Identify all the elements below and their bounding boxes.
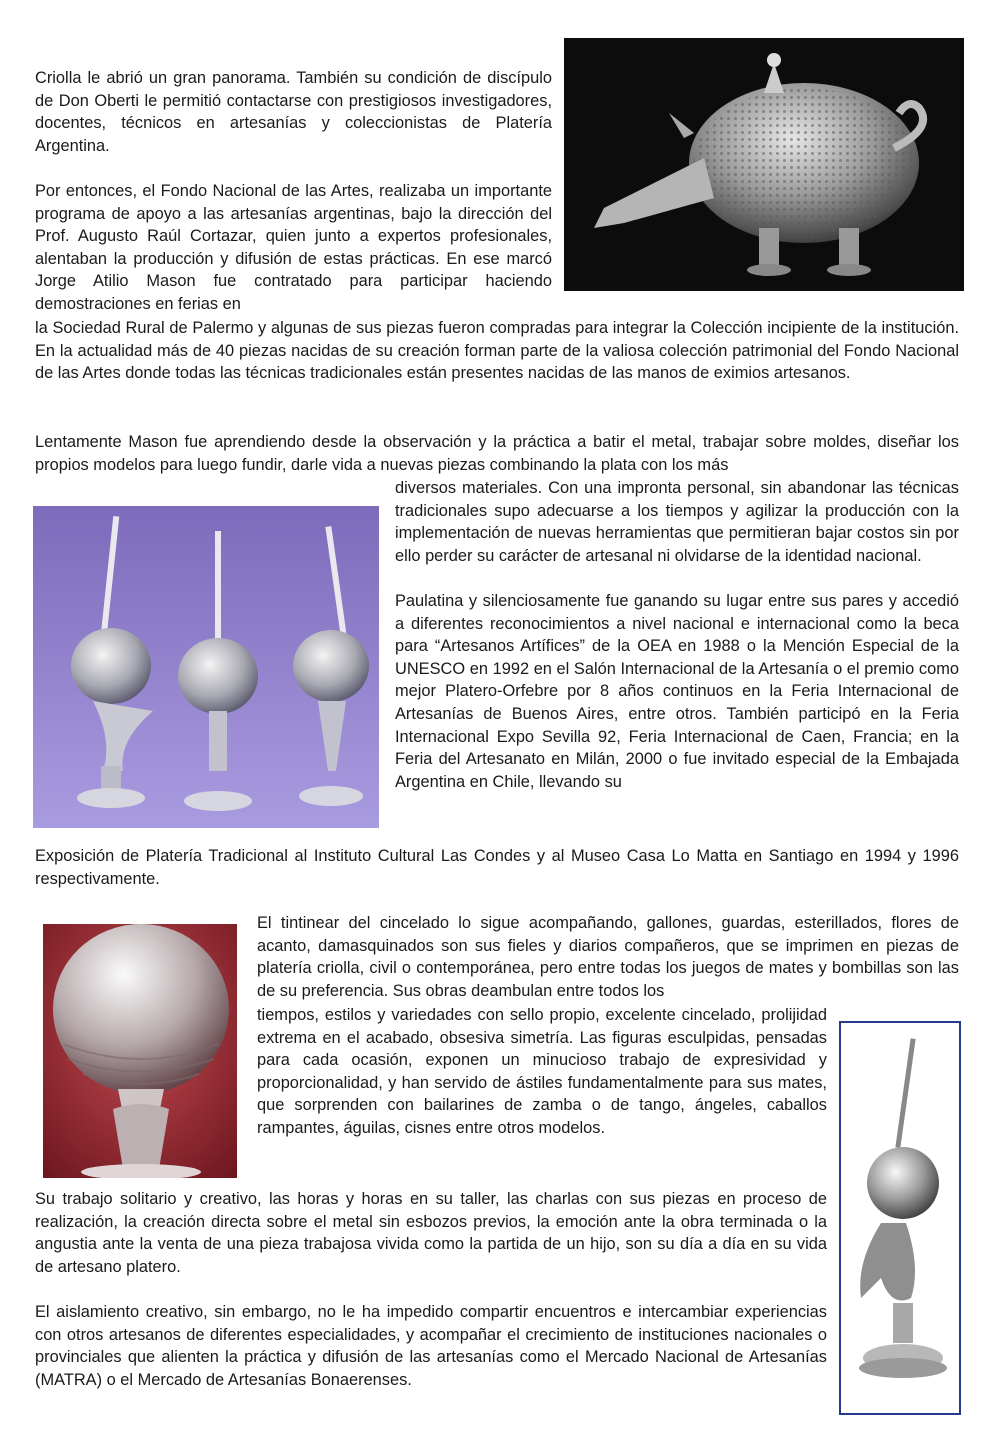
armadillo-mate-photo	[564, 38, 964, 291]
text-block-5	[395, 477, 959, 793]
paragraph-7: El aislamiento creativo, sin embargo, no le ha impedido compartir encuentros e intercambiar experiencias con otros artesanos de diferentes especialidades, y acompañar el crecimiento de instituciones nacionales o provinciales que alienten la práctica y difusión de las artesanías como el Mercado Nacional de Artesanías (MATRA) o el Mercado de Artesanías Bonaerenses.	[35, 1302, 827, 1389]
paragraph-5b: tiempos, estilos y variedades con sello propio, excelente cincelado, prolijidad extrema en el acabado, obsesiva simetría. Las figuras esculpidas, pensadas para cada ocasión, exponen un minucioso trabajo de expresividad y proporcionalidad, y han servido de ástiles fundamentalmente para sus mates, que sorprenden con bailarines de zamba o de tango, ángeles, caballos rampantes, águilas, cisnes entre otros modelos.	[257, 1006, 827, 1137]
paragraph-1: Criolla le abrió un gran panorama. También su condición de discípulo de Don Oberti le permitió contactarse con prestigiosos investigadores, docentes, técnicos en artesanías y coleccionistas de Platería Argentina.	[35, 69, 552, 155]
text-block-9	[35, 1188, 827, 1391]
paragraph-6: Su trabajo solitario y creativo, las horas y horas en su taller, las charlas con sus piezas en proceso de realización, la creación directa sobre el metal sin esbozos previos, la emoción ante la obra terminada o la angustia ante la venta de una pieza trabajosa vivida como la partida de un hijo, son su día a día en su vida de artesano platero.	[35, 1190, 827, 1276]
text-block-3	[35, 317, 959, 385]
text-block-8	[257, 1004, 827, 1140]
paragraph-3b: diversos materiales. Con una impronta personal, sin abandonar las técnicas tradicionales supo adecuarse a los tiempos y agilizar la producción con la implementación de nuevas herramientas que permitieran bajar costos sin por ello perder su carácter de artesanal ni olvidarse de la identidad nacional.	[395, 479, 959, 565]
mate-closeup-photo	[43, 924, 237, 1178]
text-block-2	[35, 180, 552, 316]
three-mates-photo	[33, 506, 379, 828]
paragraph-2a: Por entonces, el Fondo Nacional de las Artes, realizaba un importante programa de apoyo a las artesanías argentinas, bajo la dirección del Prof. Augusto Raúl Cortazar, quien junto a expertos profesionales, alentaban la producción y difusión de estas prácticas. En ese marcó Jorge Atilio Mason fue contratado para participar haciendo demostraciones en ferias en	[35, 182, 552, 313]
text-block-1	[35, 67, 552, 157]
text-block-4	[35, 431, 959, 476]
text-block-6	[35, 845, 959, 890]
paragraph-5a: El tintinear del cincelado lo sigue acompañando, gallones, guardas, esterillados, flores de acanto, damasquinados son sus fieles y diarios compañeros, que se imprimen en piezas de platería criolla, civil o contemporánea, pero entre todas los juegos de mates y bombillas son las de su preferencia. Sus obras deambulan entre todos los	[257, 914, 959, 1000]
paragraph-4b: Exposición de Platería Tradicional al Instituto Cultural Las Condes y al Museo Casa Lo Matta en Santiago en 1994 y 1996 respectivamente.	[35, 847, 959, 888]
text-block-7	[257, 912, 959, 1002]
paragraph-2b: la Sociedad Rural de Palermo y algunas de sus piezas fueron compradas para integrar la Colección incipiente de la institución. En la actualidad más de 40 piezas nacidas de su creación forman parte de la valiosa colección patrimonial del Fondo Nacional de las Artes donde todas las técnicas tradicionales están presentes nacidas de las manos de eximios artesanos.	[35, 319, 959, 383]
paragraph-3a: Lentamente Mason fue aprendiendo desde la observación y la práctica a batir el metal, trabajar sobre moldes, diseñar los propios modelos para luego fundir, darle vida a nuevas piezas combinando la plata con los más	[35, 433, 959, 474]
horse-mate-photo	[839, 1021, 961, 1415]
paragraph-4a: Paulatina y silenciosamente fue ganando su lugar entre sus pares y accedió a diferentes reconocimientos a nivel nacional e internacional como la beca para “Artesanos Artífices” de la OEA en 1988 o la Mención Especial de la UNESCO en 1992 en el Salón Internacional de la Artesanía o el premio como mejor Platero-Orfebre por 8 años continuos en la Feria Internacional de Artesanías de Buenos Aires, entre otros. También participó en la Feria Internacional Expo Sevilla 92, Feria Internacional de Caen, Francia; en la Feria del Artesanato en Milán, 2000 o fue invitado especial de la Embajada Argentina en Chile, llevando su	[395, 591, 959, 791]
